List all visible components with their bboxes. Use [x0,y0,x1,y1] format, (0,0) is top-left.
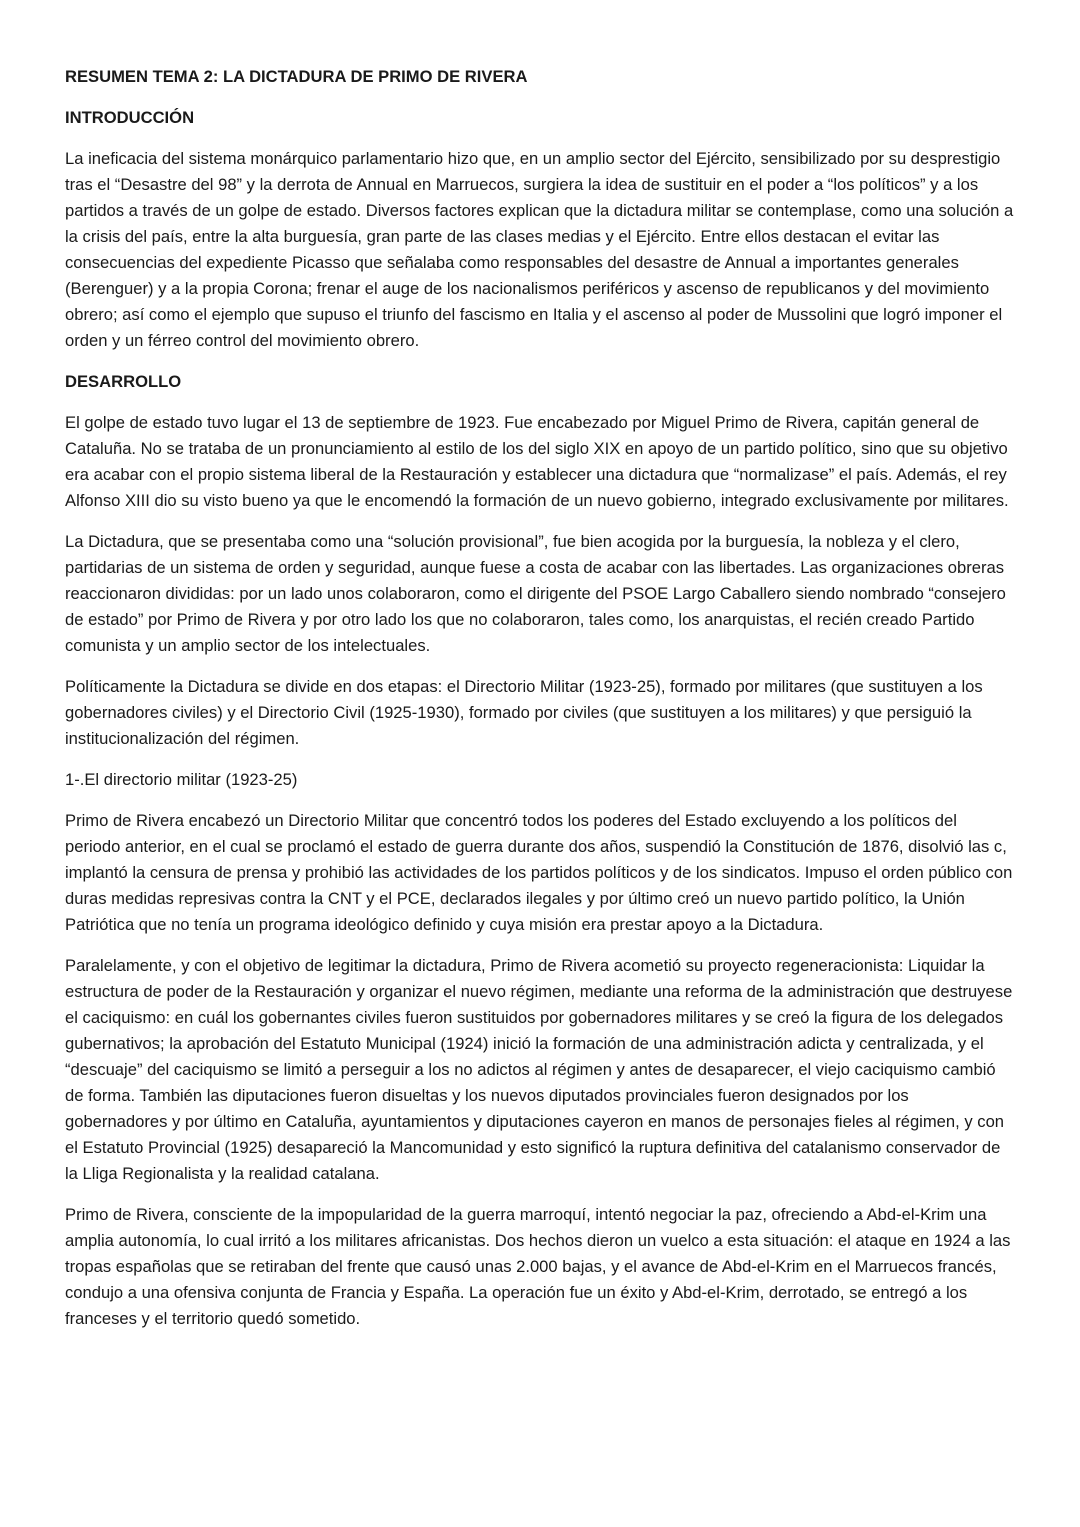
document-title: RESUMEN TEMA 2: LA DICTADURA DE PRIMO DE RIVERA [65,67,528,86]
section1-paragraph-1: Primo de Rivera encabezó un Directorio Militar que concentró todos los poderes del Estado excluyendo a los políticos del periodo anterior, en el cual se proclamó el estado de guerra durante dos años, suspendió la Constitución de 1876, disolvió las c, implantó la censura de prensa y prohibió las actividades de los partidos políticos y de los sindicatos. Impuso el orden público con duras medidas represivas contra la CNT y el PCE, declarados ilegales y por último creó un nuevo partido político, la Unión Patriótica que no tenía un programa ideológico definido y cuya misión era prestar apoyo a la Dictadura. [65,811,1013,934]
development-paragraph-3: Políticamente la Dictadura se divide en dos etapas: el Directorio Militar (1923-25), formado por militares (que sustituyen a los gobernadores civiles) y el Directorio Civil (1925-1930), formado por civiles (que sustituyen a los militares) y que persiguió la institucionalización del régimen. [65,677,983,748]
development-paragraph-1: El golpe de estado tuvo lugar el 13 de septiembre de 1923. Fue encabezado por Miguel Primo de Rivera, capitán general de Cataluña. No se trataba de un pronunciamiento al estilo de los del siglo XIX en apoyo de un partido político, sino que su objetivo era acabar con el propio sistema liberal de la Restauración y establecer una dictadura que “normalizase” el país. Además, el rey Alfonso XIII dio su visto bueno ya que le encomendó la formación de un nuevo gobierno, integrado exclusivamente por militares. [65,413,1009,510]
development-paragraph-2: La Dictadura, que se presentaba como una “solución provisional”, fue bien acogida por la burguesía, la nobleza y el clero, partidarias de un sistema de orden y seguridad, aunque fuese a costa de acabar con las libertades. Las organizaciones obreras reaccionaron divididas: por un lado unos colaboraron, como el dirigente del PSOE Largo Caballero siendo nombrado “consejero de estado” por Primo de Rivera y por otro lado los que no colaboraron, tales como, los anarquistas, el recién creado Partido comunista y un amplio sector de los intelectuales. [65,532,1006,655]
introduction-paragraph: La ineficacia del sistema monárquico parlamentario hizo que, en un amplio sector del Ejército, sensibilizado por su desprestigio tras el “Desastre del 98” y la derrota de Annual en Marruecos, surgiera la idea de sustituir en el poder a “los políticos” y a los partidos a través de un golpe de estado. Diversos factores explican que la dictadura militar se contemplase, como una solución a la crisis del país, entre la alta burguesía, gran parte de las clases medias y el Ejército. Entre ellos destacan el evitar las consecuencias del expediente Picasso que señalaba como responsables del desastre de Annual a importantes generales (Berenguer) y a la propia Corona; frenar el auge de los nacionalismos periféricos y ascenso de republicanos y del movimiento obrero; así como el ejemplo que supuso el triunfo del fascismo en Italia y el ascenso al poder de Mussolini que logró imponer el orden y un férreo control del movimiento obrero. [65,149,1014,350]
introduction-heading: INTRODUCCIÓN [65,108,195,127]
section1-paragraph-2: Paralelamente, y con el objetivo de legitimar la dictadura, Primo de Rivera acometió su proyecto regeneracionista: Liquidar la estructura de poder de la Restauración y organizar el nuevo régimen, mediante una reforma de la administración que destruyese el caciquismo: en cuál los gobernantes civiles fueron sustituidos por gobernadores militares y se creó la figura de los delegados gubernativos; la aprobación del Estatuto Municipal (1924) inició la formación de una administración adicta y centralizada, y el “descuaje” del caciquismo se limitó a perseguir a los no adictos al régimen y antes de desaparecer, el viejo caciquismo cambió de forma. También las diputaciones fueron disueltas y los nuevos diputados provinciales fueron designados por los gobernadores y por último en Cataluña, ayuntamientos y diputaciones cayeron en manos de personajes fieles al régimen, y con el Estatuto Provincial (1925) desapareció la Mancomunidad y esto significó la ruptura definitiva del catalanismo conservador de la Lliga Regionalista y la realidad catalana. [65,956,1013,1183]
development-heading: DESARROLLO [65,372,182,391]
document-page [65,64,1015,1347]
section1-paragraph-3: Primo de Rivera, consciente de la impopularidad de la guerra marroquí, intentó negociar la paz, ofreciendo a Abd-el-Krim una amplia autonomía, lo cual irritó a los militares africanistas. Dos hechos dieron un vuelco a esta situación: el ataque en 1924 a las tropas españolas que se retiraban del frente que causó unas 2.000 bajas, y el avance de Abd-el-Krim en el Marruecos francés, condujo a una ofensiva conjunta de Francia y España. La operación fue un éxito y Abd-el-Krim, derrotado, se entregó a los franceses y el territorio quedó sometido. [65,1205,1011,1328]
section1-heading: 1-.El directorio militar (1923-25) [65,770,298,789]
